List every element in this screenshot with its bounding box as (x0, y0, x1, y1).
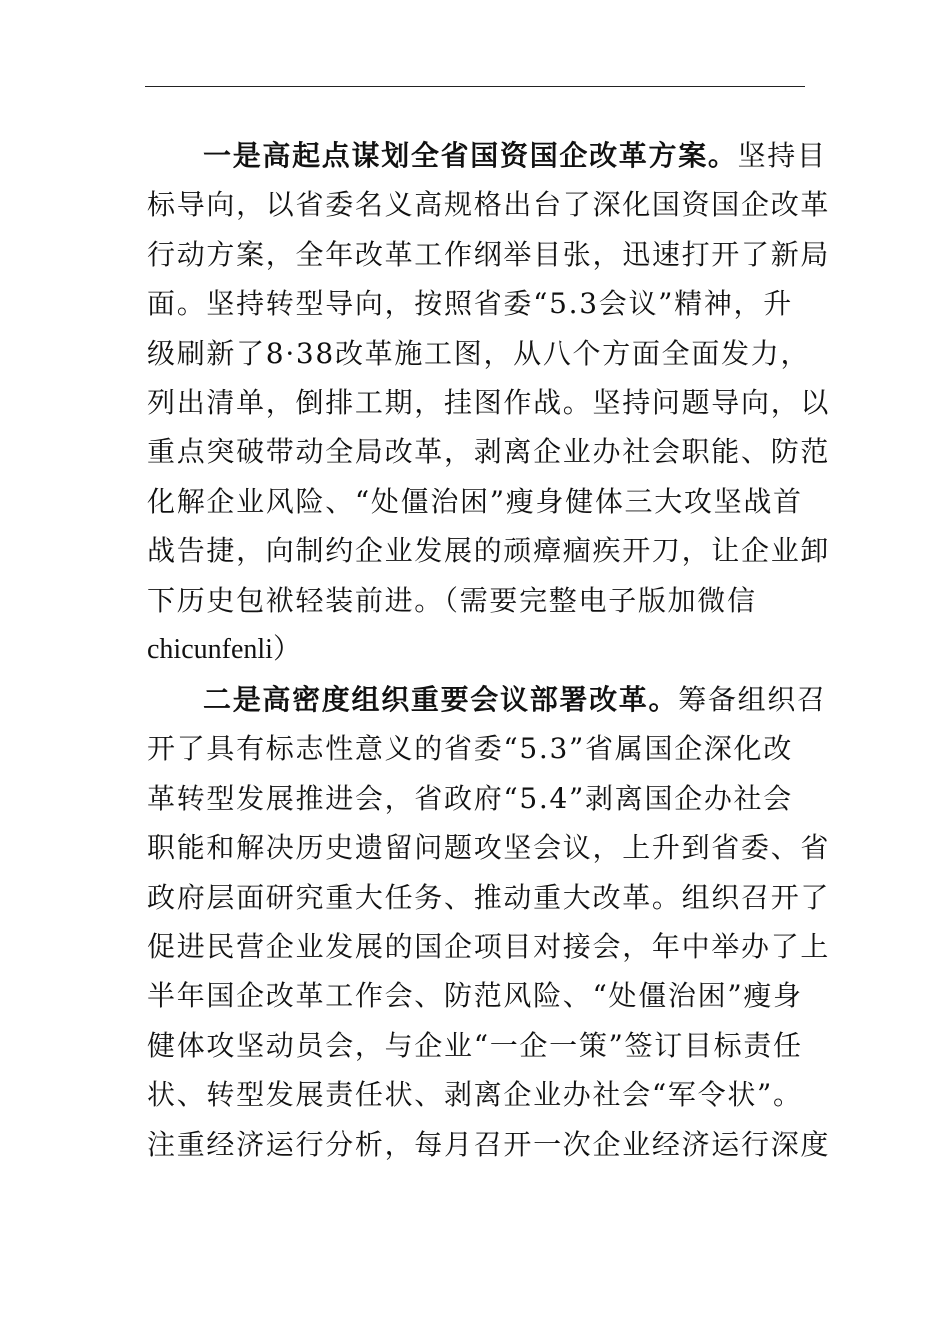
paragraph-2-lead: 二是高密度组织重要会议部署改革。 (203, 683, 679, 716)
paragraph-2-line-3: 革转型发展推进会，省政府“5.4”剥离国企办社会 (147, 781, 793, 815)
paragraph-1-line-1-text: 坚持目 (737, 139, 827, 172)
paragraph-1-line-4: 面。坚持转型导向，按照省委“5.3会议”精神，升 (147, 287, 793, 321)
paragraph-1-line-3: 行动方案，全年改革工作纲举目张，迅速打开了新局 (147, 237, 831, 271)
paragraph-1 (147, 131, 831, 674)
paragraph-2-line-8: 健体攻坚动员会，与企业“一企一策”签订目标责任 (147, 1028, 803, 1062)
paragraph-1-lead: 一是高起点谋划全省国资国企改革方案。 (203, 139, 738, 172)
paragraph-1-line-7: 重点突破带动全局改革，剥离企业办社会职能、防范 (147, 435, 831, 469)
paragraph-1-line-2: 标导向，以省委名义高规格出台了深化国资国企改革 (147, 188, 831, 222)
paragraph-2-line-4: 职能和解决历史遗留问题攻坚会议，上升到省委、省 (147, 831, 831, 865)
paragraph-1-line-8: 化解企业风险、“处僵治困”瘦身健体三大攻坚战首 (147, 484, 803, 518)
paragraph-2-line-10: 注重经济运行分析，每月召开一次企业经济运行深度 (147, 1127, 831, 1161)
paragraph-2-line-1-text: 筹备组织召 (678, 683, 827, 716)
paragraph-2 (147, 675, 831, 1169)
header-rule (145, 86, 805, 87)
paragraph-2-line-9: 状、转型发展责任状、剥离企业办社会“军令状”。 (147, 1078, 803, 1112)
paragraph-1-line-1 (147, 131, 827, 180)
paragraph-2-line-6: 促进民营企业发展的国企项目对接会，年中举办了上 (147, 929, 831, 963)
paragraph-2-line-7: 半年国企改革工作会、防范风险、“处僵治困”瘦身 (147, 979, 803, 1013)
paragraph-1-line-9: 战告捷，向制约企业发展的顽瘴痼疾开刀，让企业卸 (147, 534, 831, 568)
paragraph-1-line-10: 下历史包袱轻装前进。（需要完整电子版加微信 (147, 583, 757, 617)
paragraph-1-line-11: chicunfenli） (147, 633, 301, 665)
paragraph-2-line-5: 政府层面研究重大任务、推动重大改革。组织召开了 (147, 880, 831, 914)
paragraph-1-line-5: 级刷新了8·38改革施工图，从八个方面全面发力， (147, 336, 811, 370)
paragraph-2-line-1 (147, 675, 827, 724)
paragraph-1-line-6: 列出清单，倒排工期，挂图作战。坚持问题导向，以 (147, 385, 831, 419)
paragraph-2-line-2: 开了具有标志性意义的省委“5.3”省属国企深化改 (147, 732, 793, 766)
